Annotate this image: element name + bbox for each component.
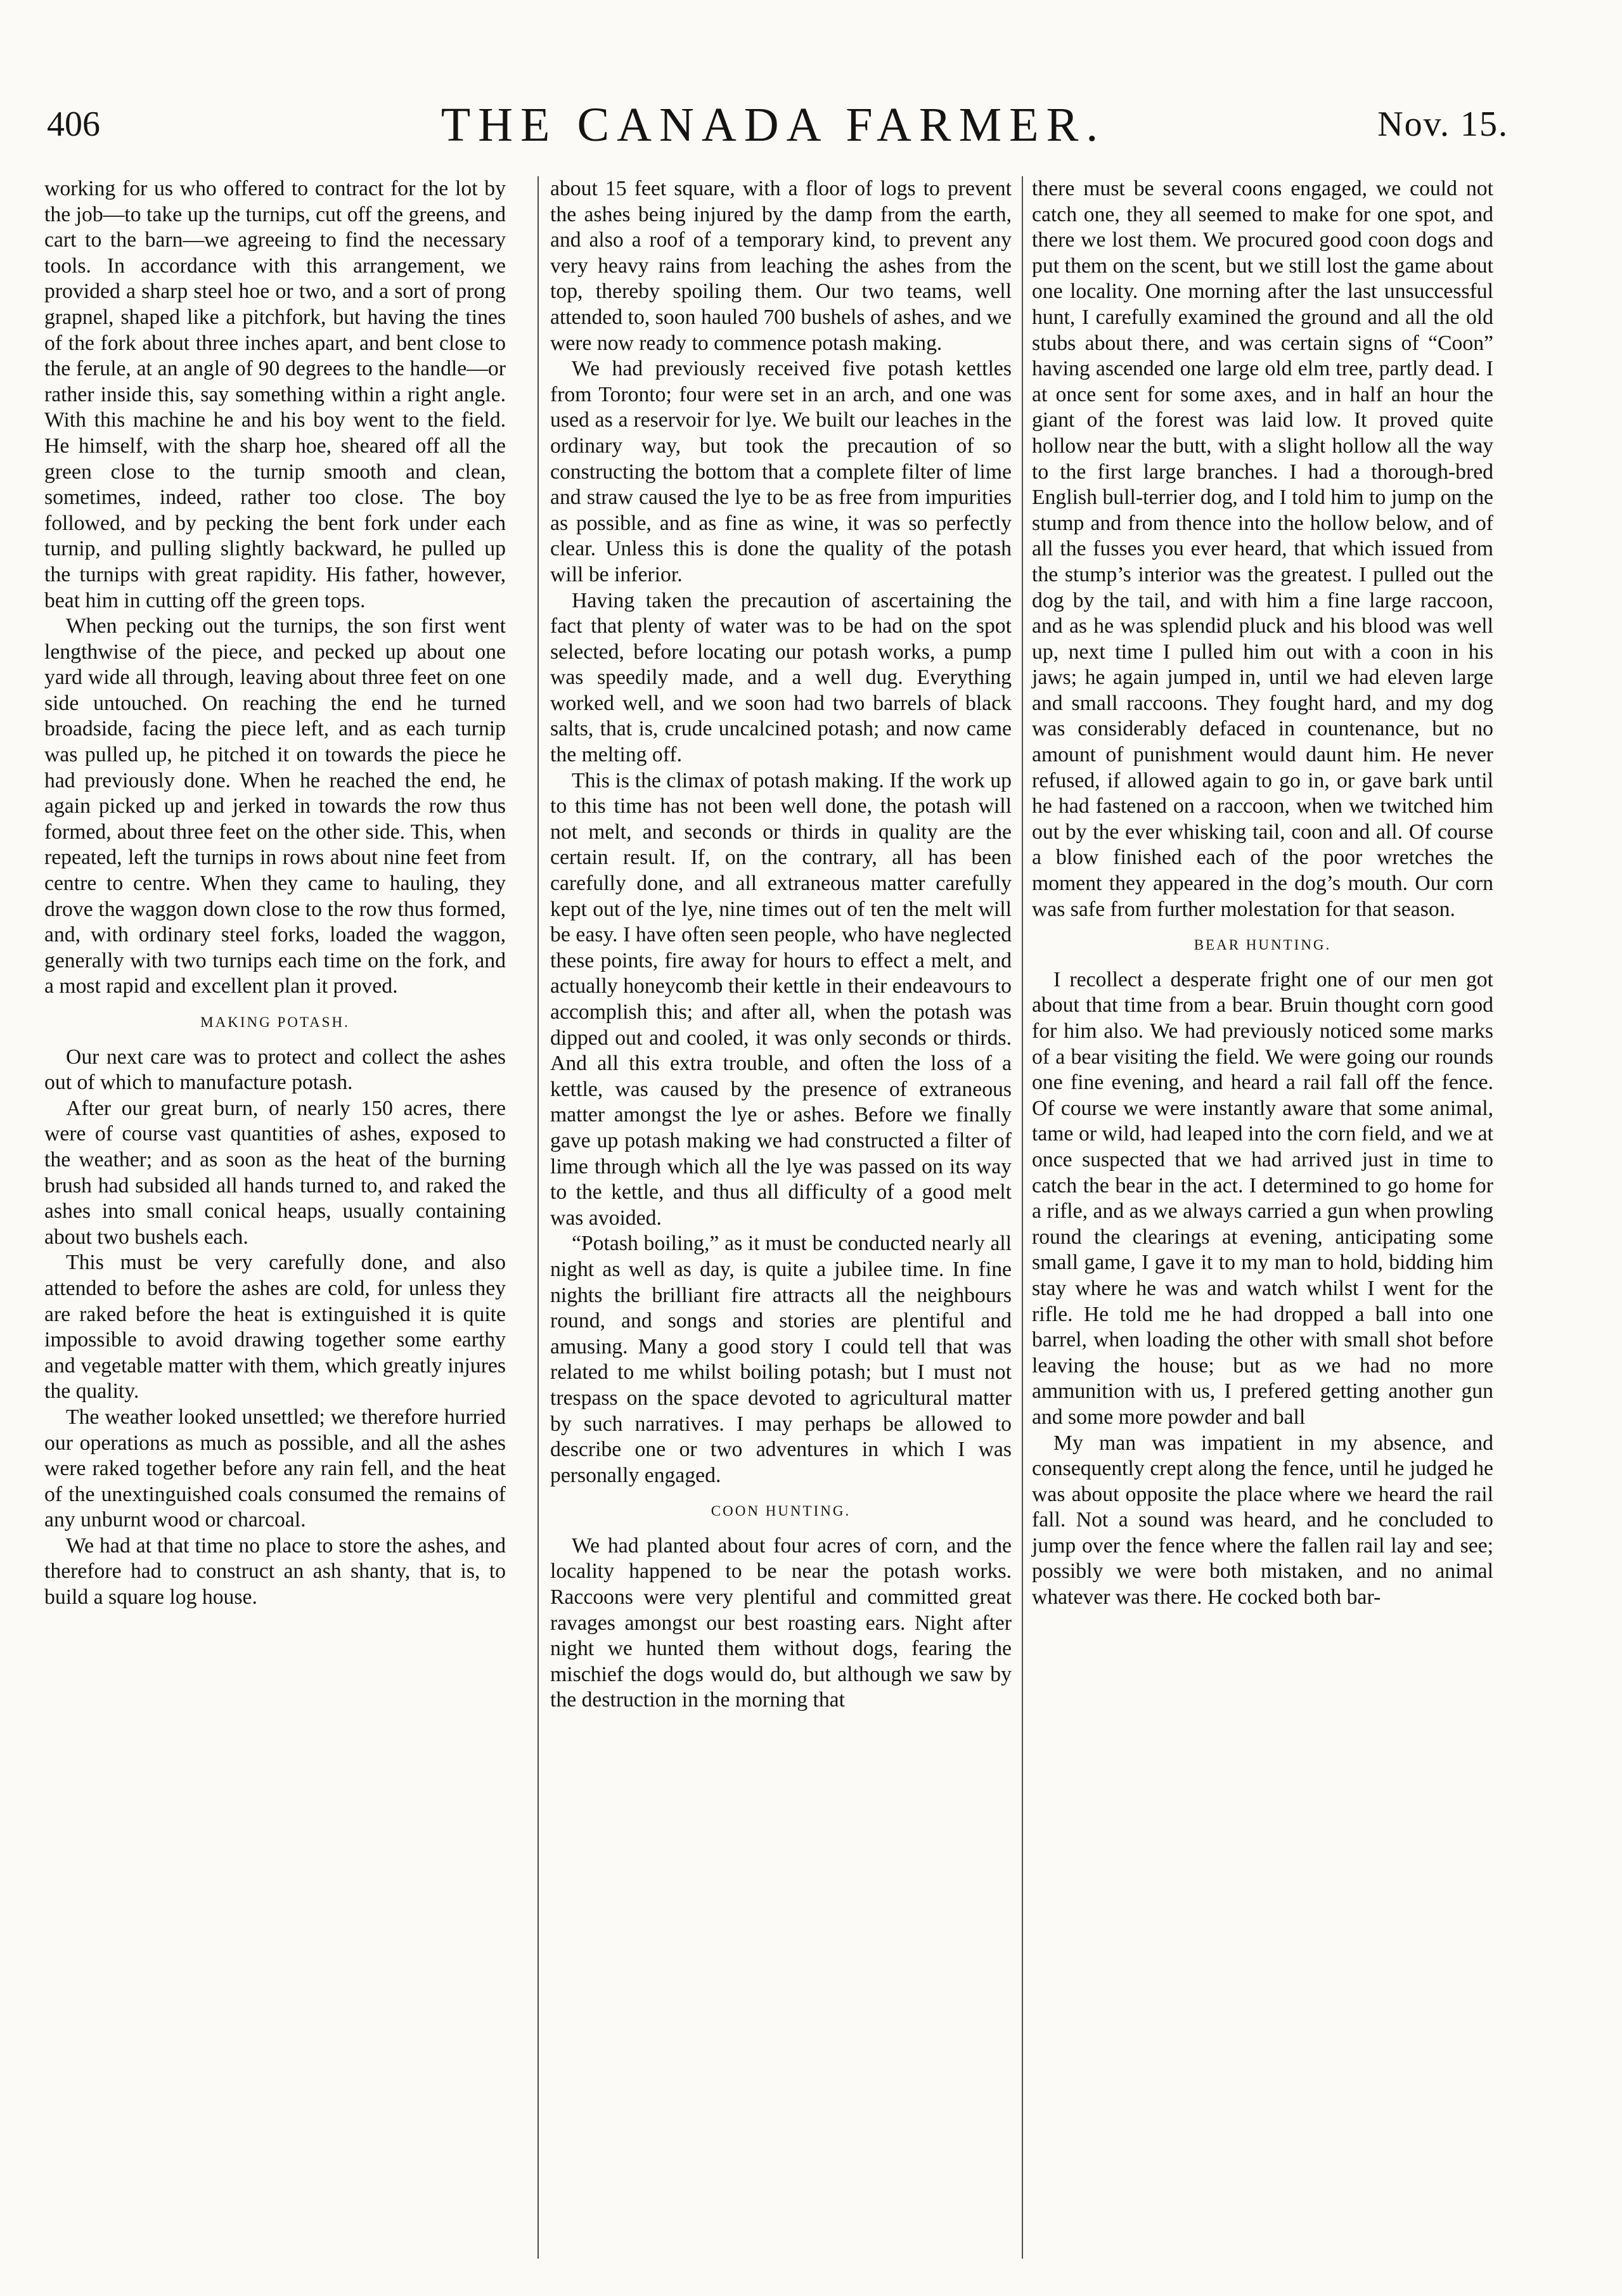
column-divider (537, 176, 539, 2259)
article-paragraph: about 15 feet square, with a floor of logs to prevent the ashes being injured by the damp from the earth, and also a roof of a temporary kind, to prevent any very heavy rains from leaching the ashes from the top, thereby spoiling them. Our two teams, well attended to, soon hauled 700 bushels of ashes, and we were now ready to commence potash making. (550, 177, 1012, 355)
article-paragraph: My man was impatient in my absence, and consequently crept along the fence, until he judged he was about opposite the place where we heard the rail fall. Not a sound was heard, and he concluded to jump over the fence where the fallen rail lay and see; possibly we were both mistaken, and no animal whatever was there. He cocked both bar- (1032, 1431, 1493, 1609)
article-column-2 (550, 176, 1012, 2268)
issue-date: Nov. 15. (1377, 105, 1509, 144)
page-header (38, 95, 1509, 165)
article-column-1 (44, 176, 506, 2268)
article-paragraph: When pecking out the turnips, the son first went lengthwise of the piece, and pecked up about one yard wide all through, leaving about three feet on one side untouched. On reaching the end he turned broadside, facing the piece left, and as each turnip was pulled up, he pitched it on towards the piece he had previously done. When he reached the end, he again picked up and jerked in towards the row thus formed, about three feet on the other side. This, when repeated, left the turnips in rows about nine feet from centre to centre. When they came to hauling, they drove the waggon down close to the row thus formed, and, with ordinary steel forks, loaded the waggon, generally with two turnips each time on the fork, and a most rapid and excellent plan it proved. (44, 614, 506, 998)
article-paragraph: We had planted about four acres of corn, and the locality happened to be near the potash works. Raccoons were very plentiful and committed great ravages amongst our best roasting ears. Night after night we hunted them without dogs, fearing the mischief the dogs would do, but although we saw by the destruction in the morning that (550, 1533, 1012, 1712)
article-paragraph: there must be several coons engaged, we could not catch one, they all seemed to make for one spot, and there we lost them. We procured good coon dogs and put them on the scent, but we still lost the game about one locality. One morning after the last unsuccessful hunt, I carefully examined the ground and all the old stubs about there, and was certain signs of “Coon” having ascended one large old elm tree, partly dead. I at once sent for some axes, and in half an hour the giant of the forest was laid low. It proved quite hollow near the butt, with a slight hollow all the way to the first large branches. I had a thorough-bred English bull-terrier dog, and I told him to jump on the stump and from thence into the hollow below, and of all the fusses you ever heard, that which issued from the stump’s interior was the greatest. I pulled out the dog by the tail, and with him a fine large raccoon, and as he was splendid pluck and his blood was well up, next time I pulled him out with a coon in his jaws; he again jumped in, until we had eleven large and small raccoons. They fought hard, and my dog was considerably defaced in countenance, but no amount of punishment would daunt him. He never refused, if allowed again to go in, or gave bark until he had fastened on a raccoon, when we twitched him out by the ever whisking tail, coon and all. Of course a blow finished each of the poor wretches the moment they appeared in the dog’s mouth. Our corn was safe from further molestation for that season. (1032, 177, 1493, 921)
section-heading: BEAR HUNTING. (1194, 937, 1332, 953)
article-paragraph: This must be very carefully done, and also attended to before the ashes are cold, for unless they are raked before the heat is extinguished it is quite impossible to avoid drawing together some earthy and vegetable matter with them, which greatly injures the quality. (44, 1251, 506, 1403)
article-paragraph: Having taken the precaution of ascertaining the fact that plenty of water was to be had on the spot selected, before locating our potash works, a pump was speedily made, and a well dug. Everything worked well, and we soon had two barrels of black salts, that is, crude uncalcined potash; and now came the melting off. (550, 588, 1012, 767)
article-column-3 (1032, 176, 1493, 2268)
section-heading: COON HUNTING. (711, 1503, 851, 1519)
column-divider (1022, 176, 1023, 2259)
page-number: 406 (47, 105, 100, 144)
article-paragraph: working for us who offered to contract for the lot by the job—to take up the turnips, cut off the greens, and cart to the barn—we agreeing to find the necessary tools. In accordance with this arrangement, we provided a sharp steel hoe or two, and a sort of prong grapnel, shaped like a pitchfork, but having the tines of the fork about three inches apart, and bent close to the ferule, at an angle of 90 degrees to the handle—or rather inside this, say something within a right angle. With this machine he and his boy went to the field. He himself, with the sharp hoe, sheared off all the green close to the turnip smooth and clean, sometimes, indeed, rather too close. The boy followed, and by pecking the bent fork under each turnip, and pulling slightly backward, he pulled up the turnips with great rapidity. His father, however, beat him in cutting off the green tops. (44, 177, 506, 612)
article-paragraph: We had previously received five potash kettles from Toronto; four were set in an arch, and one was used as a reservoir for lye. We built our leaches in the ordinary way, but took the precaution of so constructing the bottom that a complete filter of lime and straw caused the lye to be as free from impurities as possible, and as fine as wine, it was so perfectly clear. Unless this is done the quality of the potash will be inferior. (550, 357, 1012, 586)
section-heading: MAKING POTASH. (200, 1014, 350, 1030)
article-paragraph: The weather looked unsettled; we therefore hurried our operations as much as possible, and all the ashes were raked together before any rain fell, and the heat of the unextinguished coals consumed the remains of any unburnt wood or charcoal. (44, 1405, 506, 1532)
article-paragraph: Our next care was to protect and collect the ashes out of which to manufacture potash. (44, 1045, 506, 1095)
article-paragraph: We had at that time no place to store the ashes, and therefore had to construct an ash shanty, that is, to build a square log house. (44, 1533, 506, 1609)
article-paragraph: After our great burn, of nearly 150 acres, there were of course vast quantities of ashes, exposed to the weather; and as soon as the heat of the burning brush had subsided all hands turned to, and raked the ashes into small conical heaps, usually containing about two bushels each. (44, 1096, 506, 1249)
masthead-title: THE CANADA FARMER. (441, 98, 1106, 152)
article-paragraph: This is the climax of potash making. If the work up to this time has not been well done, the potash will not melt, and seconds or thirds in quality are the certain result. If, on the contrary, all has been carefully done, and all extraneous matter carefully kept out of the lye, nine times out of ten the melt will be easy. I have often seen people, who have neglected these points, fire away for hours to effect a melt, and actually honeycomb their kettle in their endeavours to accomplish this; and after all, when the potash was dipped out and cooled, it was only seconds or thirds. And all this extra trouble, and often the loss of a kettle, was caused by the presence of extraneous matter amongst the lye or ashes. Before we finally gave up potash making we had constructed a filter of lime through which all the lye was passed on its way to the kettle, and thus all difficulty of a good melt was avoided. (550, 768, 1012, 1230)
article-paragraph: “Potash boiling,” as it must be conducted nearly all night as well as day, is quite a jubilee time. In fine nights the brilliant fire attracts all the neighbours round, and songs and stories are plentiful and amusing. Many a good story I could tell that was related to me whilst boiling potash; but I must not trespass on the space devoted to agricultural matter by such narratives. I may perhaps be allowed to describe one or two adventures in which I was personally engaged. (550, 1232, 1012, 1487)
article-paragraph: I recollect a desperate fright one of our men got about that time from a bear. Bruin thought corn good for him also. We had previously noticed some marks of a bear visiting the field. We were going our rounds one fine evening, and heard a rail fall off the fence. Of course we were instantly aware that some animal, tame or wild, had leaped into the corn field, and we at once suspected that we had arrived just in time to catch the bear in the act. I determined to go home for a rifle, and as we always carried a gun when prowling round the clearings at evening, anticipating some small game, I gave it to my man to hold, bidding him stay where he was and watch whilst I went for the rifle. He told me he had dropped a ball into one barrel, when loading the other with small shot before leaving the house; but as we had no more ammunition with us, I prefered getting another gun and some more powder and ball (1032, 967, 1493, 1429)
